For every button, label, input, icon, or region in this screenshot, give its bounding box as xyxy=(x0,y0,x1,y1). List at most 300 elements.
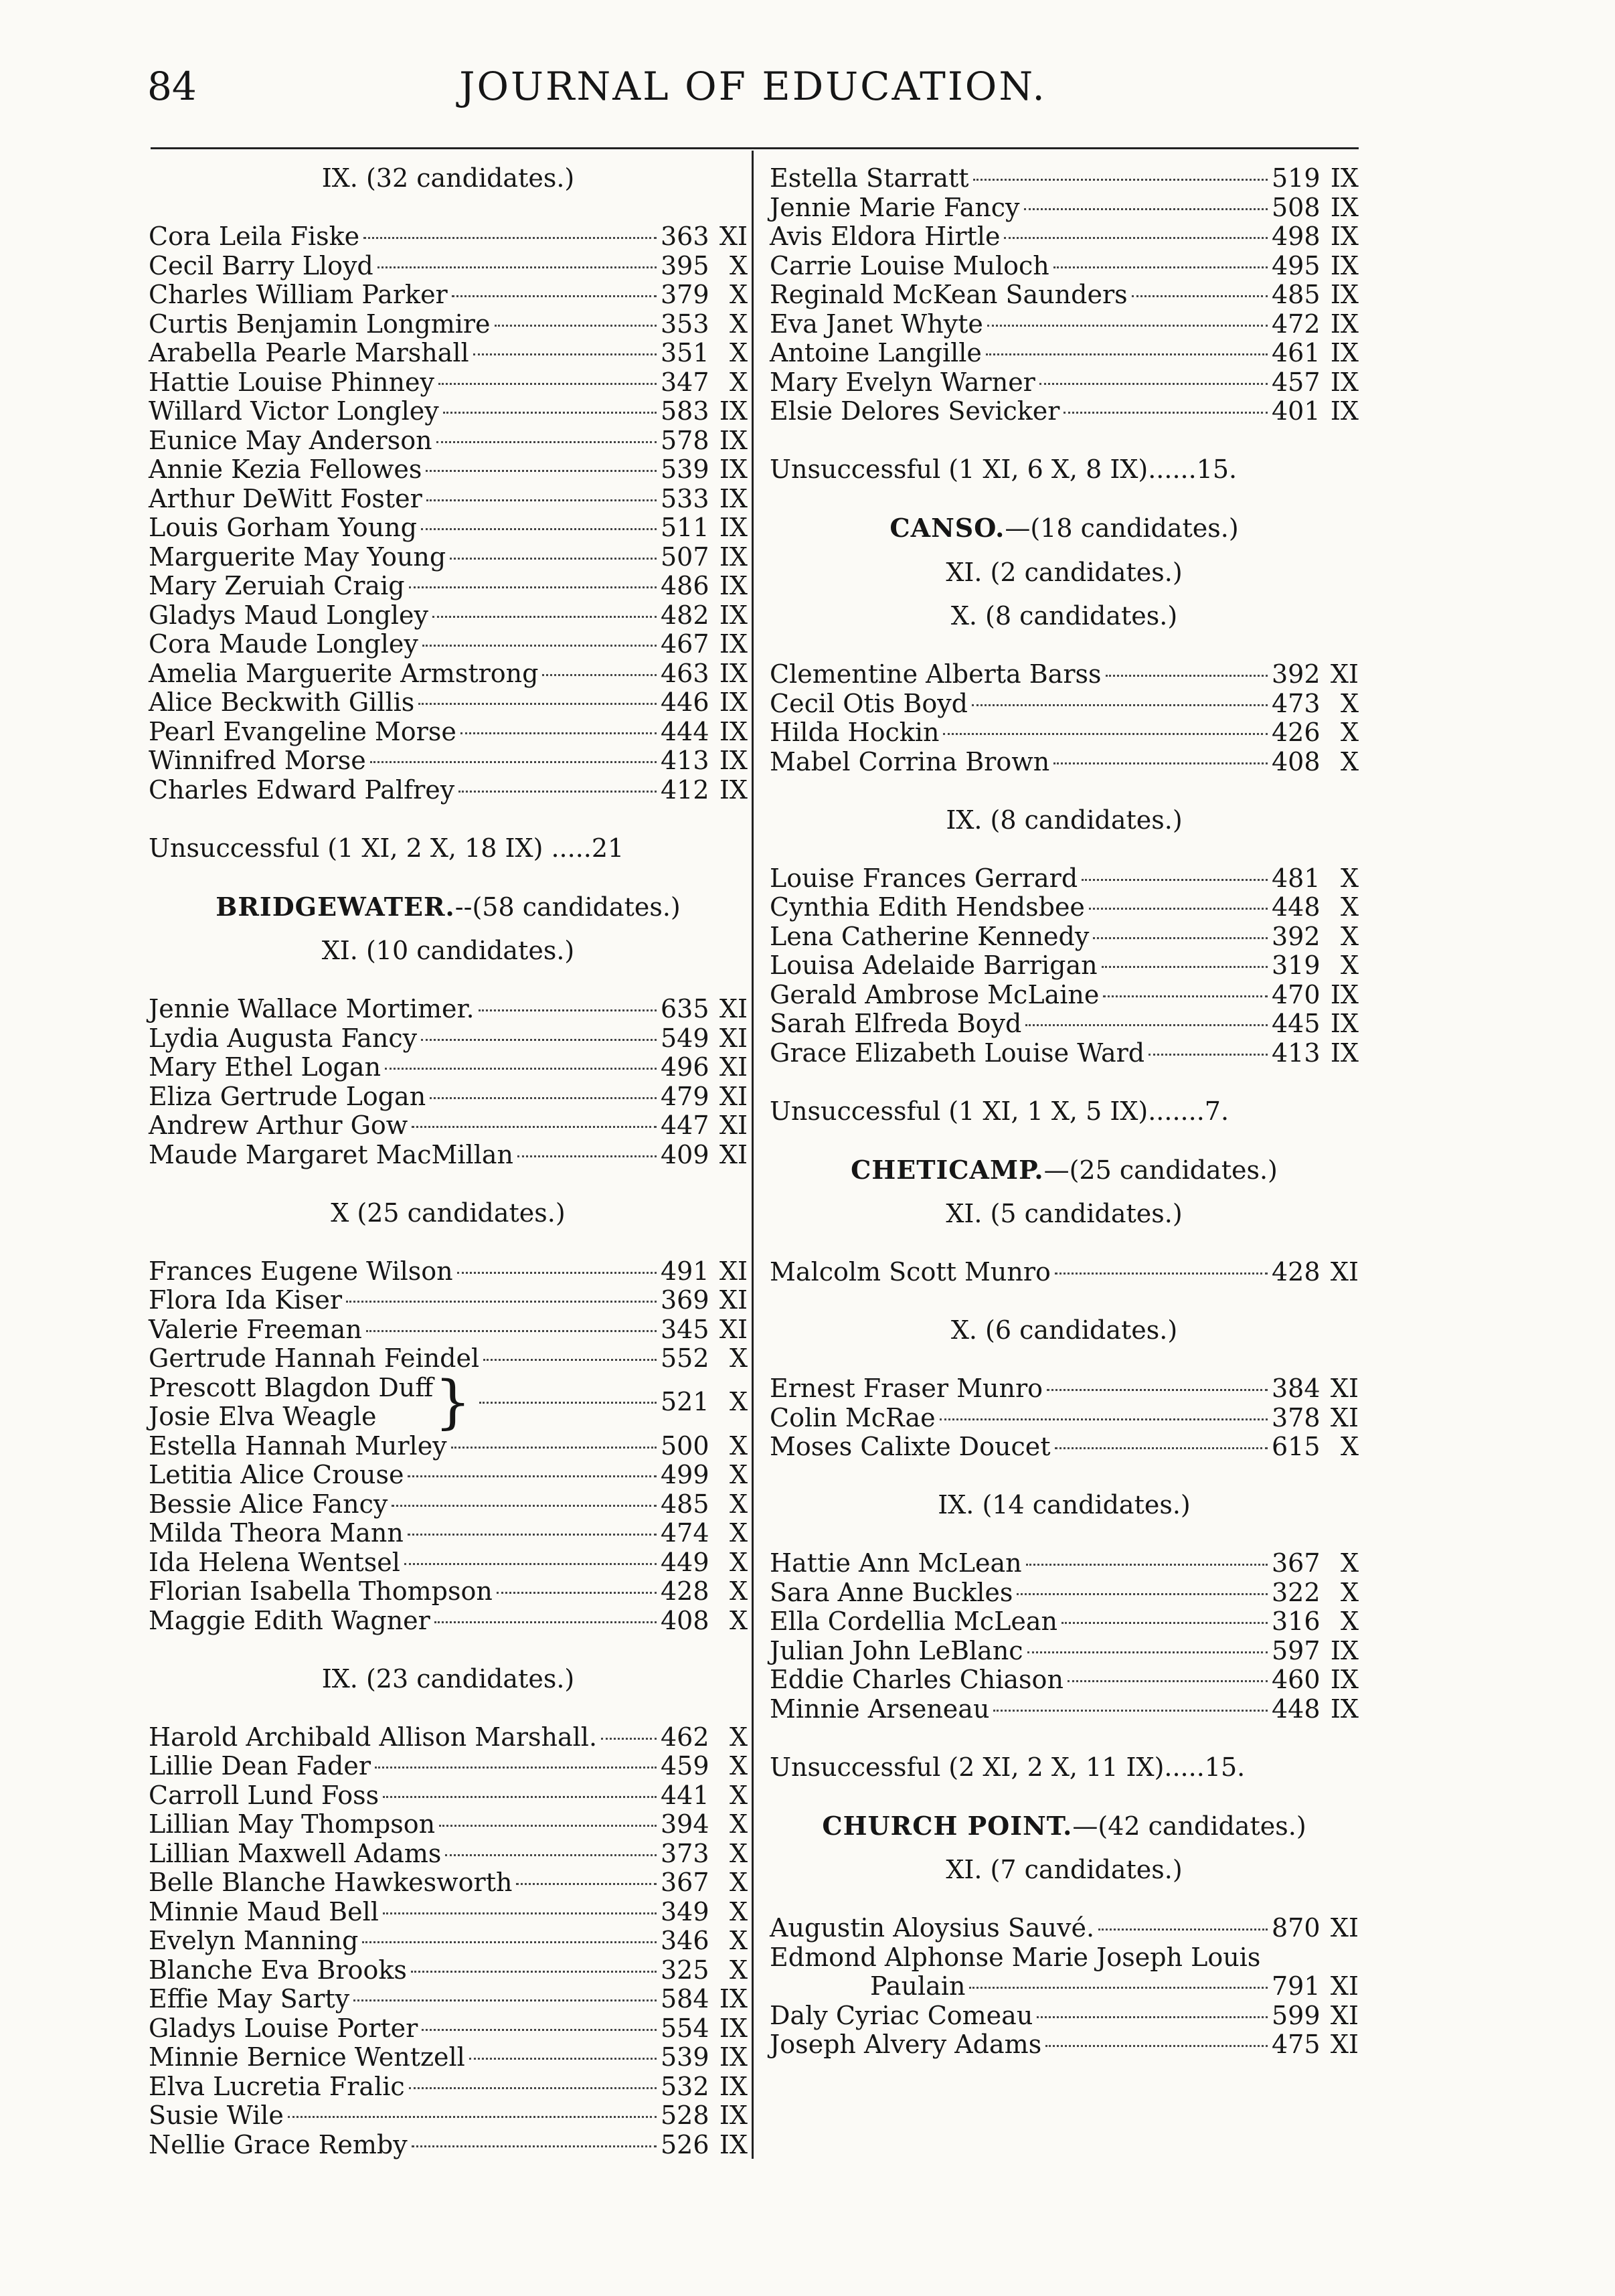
entry-row xyxy=(149,2043,748,2072)
entry-grade: X xyxy=(729,1489,748,1519)
entry-name: Bessie Alice Fancy xyxy=(149,1489,388,1519)
section-count: —(42 candidates.) xyxy=(1072,1811,1306,1841)
leader-dots xyxy=(426,499,657,501)
entry-score: 486 xyxy=(661,571,709,600)
results-list xyxy=(770,2001,1359,2060)
entry-score: 449 xyxy=(661,1547,709,1577)
leader-dots xyxy=(366,1330,657,1332)
section-name: CHURCH POINT. xyxy=(822,1810,1073,1841)
leader-dots xyxy=(1064,412,1268,414)
entry-grade: XI xyxy=(719,1314,748,1344)
entry-row xyxy=(770,1432,1359,1462)
page-number: 84 xyxy=(147,64,197,109)
entry-score: 413 xyxy=(661,746,709,775)
leader-dots xyxy=(383,1912,657,1914)
entry-row xyxy=(149,1519,748,1548)
entry-score: 461 xyxy=(1272,338,1321,367)
entry-row xyxy=(770,193,1359,223)
entry-score: 394 xyxy=(661,1809,709,1839)
entry-score: 470 xyxy=(1272,979,1321,1009)
entry-score: 395 xyxy=(661,250,709,280)
entry-score: 347 xyxy=(661,367,709,397)
grade-heading: IX. (23 candidates.) xyxy=(321,1663,575,1694)
leader-dots xyxy=(987,325,1268,327)
results-list xyxy=(770,164,1359,426)
leader-dots xyxy=(993,1710,1268,1712)
entry-grade: IX xyxy=(719,629,748,659)
leader-dots xyxy=(1103,995,1268,997)
unsuccessful-summary: Unsuccessful (1 XI, 1 X, 5 IX).......7. xyxy=(770,1096,1229,1126)
entry-row xyxy=(149,718,748,747)
entry-name: Augustin Aloysius Sauvé. xyxy=(770,1913,1095,1943)
entry-row xyxy=(149,1810,748,1839)
entry-grade: IX xyxy=(719,483,748,513)
entry-row xyxy=(149,543,748,572)
entry-row xyxy=(149,397,748,426)
entry-grade: X xyxy=(1340,1577,1359,1607)
entry-row xyxy=(770,1258,1359,1287)
entry-row xyxy=(770,368,1359,398)
entry-name: Moses Calixte Doucet xyxy=(770,1432,1051,1461)
entry-score: 554 xyxy=(661,2013,709,2043)
entry-name: Clementine Alberta Barss xyxy=(770,659,1102,689)
entry-grade: IX xyxy=(1330,1665,1359,1694)
entry-score: 408 xyxy=(661,1605,709,1635)
entry-name: Amelia Marguerite Armstrong xyxy=(149,658,539,688)
entry-row xyxy=(770,748,1359,777)
entry-grade: XI xyxy=(719,1081,748,1111)
entry-score: 445 xyxy=(1272,1009,1321,1038)
leader-dots xyxy=(483,1359,657,1361)
entry-grade: XI xyxy=(719,994,748,1023)
entry-name: Minnie Maud Bell xyxy=(149,1896,379,1926)
entry-name: Pearl Evangeline Morse xyxy=(149,716,456,746)
entry-grade: IX xyxy=(1330,309,1359,339)
leader-dots xyxy=(495,325,657,327)
grade-heading: XI. (5 candidates.) xyxy=(946,1199,1183,1228)
entry-row xyxy=(770,1607,1359,1637)
entry-grade: IX xyxy=(1330,1635,1359,1665)
grade-heading: X (25 candidates.) xyxy=(331,1198,566,1228)
entry-row xyxy=(149,339,748,368)
leader-dots xyxy=(377,266,657,268)
entry-row xyxy=(770,2001,1359,2031)
entry-grade: IX xyxy=(719,396,748,426)
leader-dots xyxy=(940,1418,1268,1420)
entry-grade: X xyxy=(729,338,748,367)
entry-name: Alice Beckwith Gillis xyxy=(149,687,415,717)
entry-score: 791 xyxy=(1272,1971,1321,2001)
entry-grade: IX xyxy=(1330,222,1359,251)
entry-score: 499 xyxy=(661,1460,709,1489)
entry-score: 447 xyxy=(661,1111,709,1140)
grade-heading: IX. (14 candidates.) xyxy=(938,1490,1191,1520)
leader-dots xyxy=(412,2145,657,2147)
entry-grade: X xyxy=(1340,1548,1359,1578)
entry-row xyxy=(770,339,1359,368)
entry-grade: X xyxy=(729,1430,748,1461)
leader-dots xyxy=(418,703,657,705)
entry-name: Daly Cyriac Comeau xyxy=(770,2000,1033,2030)
leader-dots xyxy=(383,1796,657,1798)
entry-name: Florian Isabella Thompson xyxy=(149,1576,493,1606)
entry-score: 378 xyxy=(1272,1402,1321,1432)
leader-dots xyxy=(542,674,657,676)
entry-name: Maude Margaret MacMillan xyxy=(149,1139,513,1169)
entry-grade: XI xyxy=(719,222,748,251)
entry-score: 474 xyxy=(661,1518,709,1548)
leader-dots xyxy=(1024,208,1268,210)
entry-grade: X xyxy=(729,1955,748,1985)
entry-score: 392 xyxy=(1272,921,1321,951)
entry-name: Minnie Arseneau xyxy=(770,1694,990,1724)
entry-grade: IX xyxy=(719,687,748,717)
entry-grade: X xyxy=(1340,892,1359,922)
entry-row xyxy=(770,2030,1359,2060)
entry-name: Marguerite May Young xyxy=(149,542,446,572)
entry-score: 475 xyxy=(1272,2030,1321,2059)
entry-name: Mary Zeruiah Craig xyxy=(149,571,405,600)
entry-row xyxy=(149,1607,748,1636)
leader-dots xyxy=(422,645,657,647)
entry-grade: X xyxy=(729,1387,748,1417)
leader-dots xyxy=(1026,1564,1268,1566)
entry-name: Gerald Ambrose McLaine xyxy=(770,979,1100,1009)
leader-dots xyxy=(436,441,657,443)
entry-score: 446 xyxy=(661,687,709,717)
entry-grade: IX xyxy=(719,658,748,688)
entry-name: Ernest Fraser Munro xyxy=(770,1374,1043,1403)
leader-dots xyxy=(370,761,657,763)
entry-score: 369 xyxy=(661,1285,709,1315)
multiline-entry xyxy=(770,1943,1359,2001)
entry-name: Arabella Pearle Marshall xyxy=(149,338,469,367)
leader-dots xyxy=(517,1155,657,1157)
leader-dots xyxy=(1061,1622,1268,1624)
entry-name: Flora Ida Kiser xyxy=(149,1285,343,1315)
entry-grade: X xyxy=(729,1809,748,1839)
entry-row xyxy=(149,1985,748,2014)
entry-score: 459 xyxy=(661,1751,709,1781)
entry-grade: IX xyxy=(719,455,748,484)
entry-grade: XI xyxy=(1330,1913,1359,1943)
entry-score: 448 xyxy=(1272,1694,1321,1724)
entry-row xyxy=(149,1286,748,1315)
leader-dots xyxy=(479,1402,657,1404)
leader-dots xyxy=(346,1301,657,1303)
entry-name: Susie Wile xyxy=(149,2101,284,2130)
leader-dots xyxy=(1098,1929,1268,1931)
entry-score: 463 xyxy=(661,658,709,688)
leader-dots xyxy=(460,732,657,734)
entry-row xyxy=(770,1404,1359,1433)
entry-score: 426 xyxy=(1272,718,1321,747)
entry-name: Ida Helena Wentsel xyxy=(149,1547,400,1577)
entry-grade: IX xyxy=(1330,367,1359,397)
entry-score: 351 xyxy=(661,338,709,367)
leader-dots xyxy=(434,1621,657,1623)
leader-dots xyxy=(353,1999,657,2001)
entry-grade: X xyxy=(729,1576,748,1606)
leader-dots xyxy=(986,353,1268,355)
entry-grade: IX xyxy=(719,746,748,775)
entry-score: 508 xyxy=(1272,192,1321,222)
leader-dots xyxy=(451,1447,657,1449)
entry-row xyxy=(149,368,748,398)
entry-row xyxy=(149,1548,748,1578)
entry-name: Eliza Gertrude Logan xyxy=(149,1081,426,1111)
entry-score: 511 xyxy=(661,513,709,542)
results-list xyxy=(149,1257,748,1374)
entry-row xyxy=(149,426,748,456)
leader-dots xyxy=(1106,675,1268,677)
leader-dots xyxy=(438,383,657,385)
results-list xyxy=(770,1374,1359,1462)
entry-name: Nellie Grace Remby xyxy=(149,2129,408,2159)
section-count: —(25 candidates.) xyxy=(1043,1155,1278,1185)
entry-grade: X xyxy=(729,1460,748,1489)
leader-dots xyxy=(1082,879,1268,881)
section-heading-church-point xyxy=(770,1811,1359,1841)
entry-row xyxy=(770,1914,1359,1943)
entry-row xyxy=(770,1549,1359,1578)
entry-name: Cecil Barry Lloyd xyxy=(149,250,373,280)
entry-name: Sarah Elfreda Boyd xyxy=(770,1009,1022,1038)
entry-name: Winnifred Morse xyxy=(149,746,366,775)
entry-name: Cora Maude Longley xyxy=(149,629,418,659)
entry-row xyxy=(149,1898,748,1927)
leader-dots xyxy=(422,2029,657,2031)
entry-name: Reginald McKean Saunders xyxy=(770,280,1128,309)
entry-score: 408 xyxy=(1272,746,1321,776)
entry-row xyxy=(149,1926,748,1956)
grade-heading: XI. (10 candidates.) xyxy=(321,936,575,965)
entry-name: Maggie Edith Wagner xyxy=(149,1605,430,1635)
entry-score: 635 xyxy=(661,994,709,1023)
entry-name: Andrew Arthur Gow xyxy=(149,1111,408,1140)
entry-grade: IX xyxy=(719,2013,748,2043)
entry-grade: IX xyxy=(719,571,748,600)
entry-row xyxy=(770,1972,1359,2001)
entry-score: 346 xyxy=(661,1926,709,1955)
entry-name: Eddie Charles Chiason xyxy=(770,1665,1064,1694)
leader-dots xyxy=(1055,1447,1268,1449)
entry-name: Harold Archibald Allison Marshall. xyxy=(149,1722,598,1752)
entry-name: Blanche Eva Brooks xyxy=(149,1955,407,1985)
leader-dots xyxy=(1025,1024,1268,1026)
entry-grade: IX xyxy=(1330,338,1359,367)
entry-row xyxy=(149,1839,748,1869)
entry-name: Lydia Augusta Fancy xyxy=(149,1023,418,1053)
entry-row xyxy=(149,252,748,281)
leader-dots xyxy=(1055,1273,1268,1275)
leader-dots xyxy=(1068,1680,1268,1682)
entry-name: Eva Janet Whyte xyxy=(770,309,983,339)
entry-score: 401 xyxy=(1272,396,1321,426)
entry-row xyxy=(770,893,1359,922)
entry-grade: X xyxy=(729,309,748,339)
leader-dots xyxy=(601,1738,657,1740)
entry-row xyxy=(149,1024,748,1054)
leader-dots xyxy=(1045,2045,1268,2047)
leader-dots xyxy=(1102,966,1268,968)
entry-row xyxy=(149,1868,748,1898)
entry-grade: XI xyxy=(719,1023,748,1053)
entry-grade: IX xyxy=(1330,163,1359,193)
entry-score: 498 xyxy=(1272,222,1321,251)
entry-grade: XI xyxy=(1330,2030,1359,2059)
entry-name: Ella Cordellia McLean xyxy=(770,1607,1057,1636)
entry-row xyxy=(149,455,748,485)
leader-dots xyxy=(1037,2016,1268,2018)
leader-dots xyxy=(969,1987,1268,1989)
entry-score: 549 xyxy=(661,1023,709,1053)
leader-dots xyxy=(497,1592,657,1594)
entry-grade: IX xyxy=(1330,192,1359,222)
header-rule xyxy=(151,147,1359,149)
entry-row xyxy=(149,1432,748,1461)
entry-row xyxy=(149,1111,748,1141)
entry-row xyxy=(149,746,748,776)
entry-row xyxy=(149,2101,748,2131)
entry-score: 491 xyxy=(661,1256,709,1286)
entry-score: 495 xyxy=(1272,250,1321,280)
entry-grade: XI xyxy=(719,1139,748,1169)
entry-score: 473 xyxy=(1272,688,1321,718)
entry-name: Gladys Louise Porter xyxy=(149,2013,418,2043)
entry-name: Louisa Adelaide Barrigan xyxy=(770,951,1098,980)
entry-name: Edmond Alphonse Marie Joseph Louis xyxy=(770,1942,1261,1972)
leader-dots xyxy=(408,1475,657,1477)
entry-score: 412 xyxy=(661,774,709,805)
entry-grade: X xyxy=(729,1722,748,1752)
entry-score: 500 xyxy=(661,1430,709,1461)
entry-row xyxy=(149,485,748,514)
entry-name: Arthur DeWitt Foster xyxy=(149,483,422,513)
entry-name: Hilda Hockin xyxy=(770,718,940,747)
entry-score: 870 xyxy=(1272,1913,1321,1943)
entry-score: 316 xyxy=(1272,1607,1321,1636)
entry-grade: XI xyxy=(719,1111,748,1140)
entry-grade: XI xyxy=(1330,1374,1359,1403)
entry-grade: XI xyxy=(1330,1971,1359,2001)
entry-name: Charles William Parker xyxy=(149,280,448,309)
brace-icon: } xyxy=(434,1369,471,1436)
entry-score: 597 xyxy=(1272,1635,1321,1665)
entry-row xyxy=(149,1053,748,1082)
entry-grade: X xyxy=(1340,863,1359,893)
entry-grade: X xyxy=(729,1838,748,1868)
entry-row xyxy=(149,513,748,543)
unsuccessful-summary: Unsuccessful (1 XI, 6 X, 8 IX)......15. xyxy=(770,455,1238,484)
journal-title: JOURNAL OF EDUCATION. xyxy=(459,64,1047,109)
entry-name: Frances Eugene Wilson xyxy=(149,1256,453,1286)
entry-row xyxy=(149,630,748,659)
leader-dots xyxy=(445,1854,657,1856)
entry-grade: IX xyxy=(719,600,748,630)
entry-name: Gladys Maud Longley xyxy=(149,600,428,630)
entry-name: Elva Lucretia Fralic xyxy=(149,2071,405,2101)
leader-dots xyxy=(385,1068,657,1070)
leader-dots xyxy=(1039,383,1268,385)
entry-grade: IX xyxy=(719,1984,748,2014)
entry-score: 428 xyxy=(1272,1257,1321,1287)
entry-score: 457 xyxy=(1272,367,1321,397)
entry-grade: IX xyxy=(719,513,748,542)
entry-score: 373 xyxy=(661,1838,709,1868)
entry-grade: IX xyxy=(1330,396,1359,426)
leader-dots xyxy=(412,1126,657,1128)
entry-score: 578 xyxy=(661,425,709,455)
leader-dots xyxy=(409,2087,657,2089)
entry-row xyxy=(149,1752,748,1781)
leader-dots xyxy=(1053,762,1268,764)
leader-dots xyxy=(1149,1054,1268,1056)
leader-dots xyxy=(409,586,657,588)
entry-row xyxy=(149,1577,748,1607)
entry-name: Grace Elizabeth Louise Ward xyxy=(770,1038,1145,1068)
entry-name: Mary Evelyn Warner xyxy=(770,367,1035,397)
results-list xyxy=(770,1258,1359,1287)
entry-row xyxy=(770,981,1359,1010)
entry-name: Colin McRae xyxy=(770,1402,936,1432)
entry-row xyxy=(149,688,748,718)
entry-grade: IX xyxy=(719,2101,748,2130)
entry-name: Cecil Otis Boyd xyxy=(770,688,968,718)
section-heading-canso xyxy=(770,513,1359,544)
leader-dots xyxy=(1047,1389,1268,1391)
entry-grade: IX xyxy=(1330,1009,1359,1038)
entry-name: Sara Anne Buckles xyxy=(770,1577,1013,1607)
entry-row xyxy=(149,2014,748,2044)
leader-dots xyxy=(450,558,657,560)
entry-grade: XI xyxy=(719,1052,748,1082)
entry-row xyxy=(770,397,1359,426)
results-list xyxy=(149,1723,748,2160)
entry-name: Eunice May Anderson xyxy=(149,425,432,455)
entry-score: 533 xyxy=(661,483,709,513)
unsuccessful-summary: Unsuccessful (1 XI, 2 X, 18 IX) .....21 xyxy=(149,833,624,863)
entry-row xyxy=(149,572,748,601)
leader-dots xyxy=(363,237,657,239)
entry-grade: IX xyxy=(1330,280,1359,309)
entry-grade: X xyxy=(729,1926,748,1955)
leader-dots xyxy=(443,412,657,414)
section-heading-cheticamp xyxy=(770,1155,1359,1185)
entry-score: 481 xyxy=(1272,863,1321,893)
results-list xyxy=(770,1549,1359,1724)
entry-grade: X xyxy=(729,1547,748,1577)
entry-name: Charles Edward Palfrey xyxy=(149,774,455,805)
entry-row xyxy=(770,689,1359,719)
entry-row xyxy=(770,1039,1359,1068)
entry-name: Lillian Maxwell Adams xyxy=(149,1838,442,1868)
entry-grade: X xyxy=(1340,718,1359,747)
entry-row xyxy=(149,601,748,631)
entry-grade: XI xyxy=(1330,1402,1359,1432)
entry-row xyxy=(770,922,1359,952)
entry-grade: X xyxy=(729,1605,748,1635)
leader-dots xyxy=(421,528,657,530)
grade-heading: XI. (7 candidates.) xyxy=(946,1855,1183,1884)
entry-row xyxy=(770,1695,1359,1724)
leader-dots xyxy=(1004,237,1268,239)
entry-name: Estella Hannah Murley xyxy=(149,1430,447,1461)
results-list xyxy=(149,1432,748,1636)
leader-dots xyxy=(392,1505,657,1507)
grade-heading: X. (8 candidates.) xyxy=(950,601,1178,631)
entry-name: Gertrude Hannah Feindel xyxy=(149,1343,480,1373)
